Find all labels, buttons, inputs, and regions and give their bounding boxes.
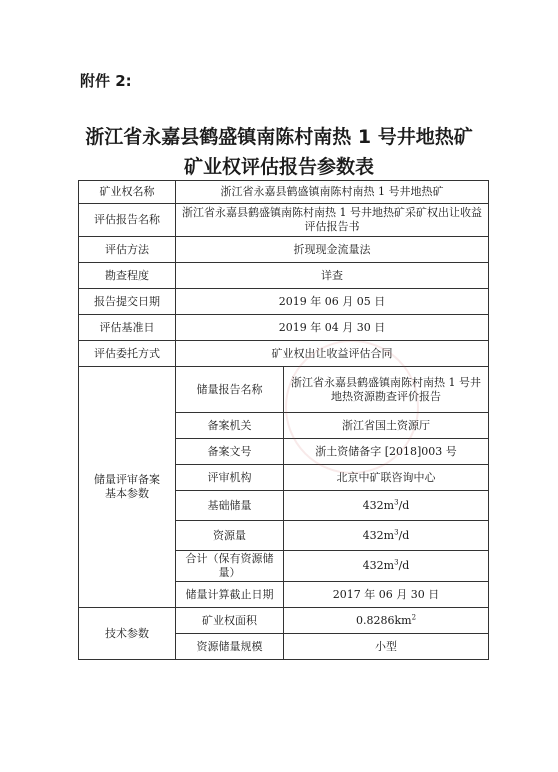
value-exponent: 3 <box>394 527 399 536</box>
tech-group-label: 技术参数 <box>79 608 176 660</box>
row-label: 报告提交日期 <box>79 289 176 315</box>
row-value: 详查 <box>176 263 489 289</box>
table-row <box>79 263 489 289</box>
sub-value <box>284 521 489 551</box>
row-value: 2019 年 04 月 30 日 <box>176 315 489 341</box>
value-exponent: 2 <box>411 612 417 621</box>
value-text: 0.8286km <box>355 613 412 627</box>
sub-value <box>284 551 489 582</box>
table-row <box>79 315 489 341</box>
sub-value: 2017 年 06 月 30 日 <box>284 582 489 608</box>
value-exponent: 3 <box>394 558 399 567</box>
parameter-table <box>78 180 489 660</box>
sub-label: 备案文号 <box>176 439 284 465</box>
sub-value: 浙江省永嘉县鹤盛镇南陈村南热 1 号井地热资源勘查评价报告 <box>284 367 489 413</box>
sub-label: 资源量 <box>176 521 284 551</box>
sub-value <box>284 491 489 521</box>
row-label: 评估报告名称 <box>79 204 176 237</box>
row-label: 矿业权名称 <box>79 181 176 204</box>
table-row <box>79 289 489 315</box>
reserve-group-label <box>79 367 176 608</box>
table-row <box>79 341 489 367</box>
row-value: 矿业权出让收益评估合同 <box>176 341 489 367</box>
sub-label: 储量报告名称 <box>176 367 284 413</box>
sub-label: 矿业权面积 <box>176 608 284 634</box>
sub-label: 备案机关 <box>176 413 284 439</box>
sub-value: 北京中矿联咨询中心 <box>284 465 489 491</box>
document-title-line2: 矿业权评估报告参数表 <box>183 156 374 178</box>
value-suffix: /d <box>398 498 410 512</box>
sub-value: 浙土资储备字 [2018]003 号 <box>284 439 489 465</box>
value-text: 432m <box>362 528 395 542</box>
sub-value <box>284 608 489 634</box>
table-row <box>79 608 489 634</box>
row-value: 2019 年 06 月 05 日 <box>176 289 489 315</box>
value-suffix: /d <box>398 528 410 542</box>
row-value: 浙江省永嘉县鹤盛镇南陈村南热 1 号井地热矿采矿权出让收益评估报告书 <box>176 204 489 237</box>
sub-label: 储量计算截止日期 <box>176 582 284 608</box>
sub-value: 小型 <box>284 634 489 660</box>
reserve-group-label-line2: 基本参数 <box>105 487 149 500</box>
table-row <box>79 237 489 263</box>
row-label: 勘查程度 <box>79 263 176 289</box>
value-text: 432m <box>362 498 395 512</box>
sub-label: 基础储量 <box>176 491 284 521</box>
sub-label: 资源储量规模 <box>176 634 284 660</box>
sub-value: 浙江省国土资源厅 <box>284 413 489 439</box>
sub-label: 合计（保有资源储量） <box>176 551 284 582</box>
value-exponent: 3 <box>394 497 399 506</box>
row-label: 评估基准日 <box>79 315 176 341</box>
row-label: 评估委托方式 <box>79 341 176 367</box>
row-label: 评估方法 <box>79 237 176 263</box>
value-text: 432m <box>362 559 395 572</box>
row-value: 折现现金流量法 <box>176 237 489 263</box>
row-value: 浙江省永嘉县鹤盛镇南陈村南热 1 号井地热矿 <box>176 181 489 204</box>
reserve-group-label-line1: 储量评审备案 <box>94 473 160 486</box>
table-row <box>79 367 489 413</box>
sub-label: 评审机构 <box>176 465 284 491</box>
table-row <box>79 204 489 237</box>
value-suffix: /d <box>398 559 410 572</box>
attachment-label: 附件 2: <box>80 72 132 90</box>
table-row <box>79 181 489 204</box>
document-title-line1: 浙江省永嘉县鹤盛镇南陈村南热 1 号井地热矿 <box>85 126 473 148</box>
